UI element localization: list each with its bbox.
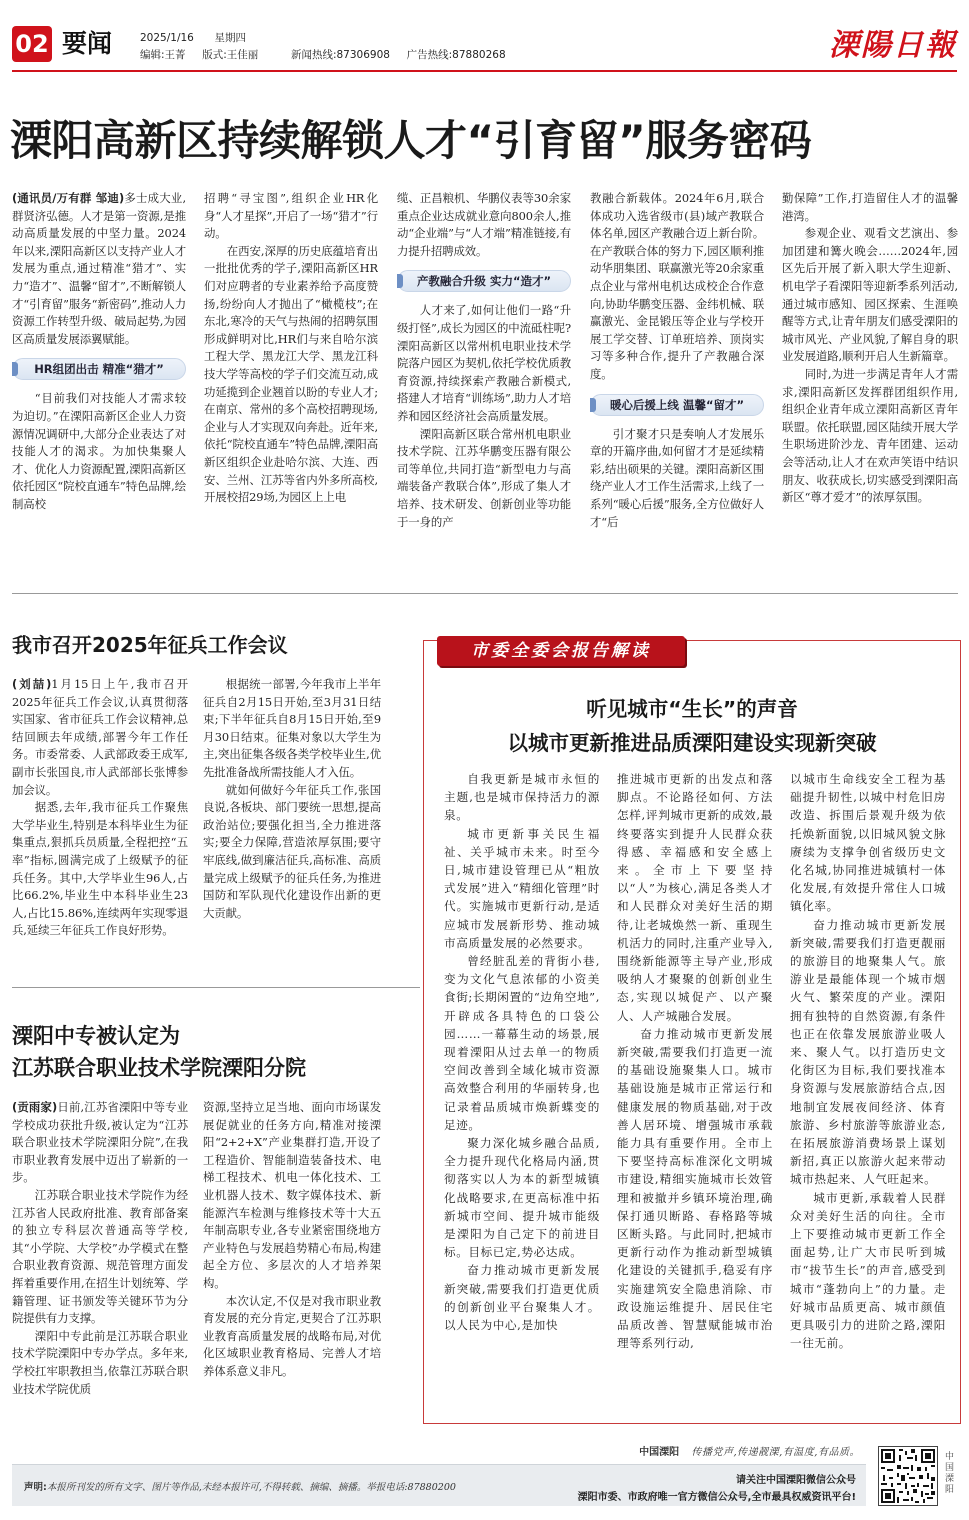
ad-hotline: 广告热线:87880268 — [406, 49, 506, 61]
subhead-retain: 暖心后援上线 温馨“留才” — [590, 394, 764, 416]
header-meta-row1 — [140, 30, 246, 45]
qr-code-icon — [879, 1447, 937, 1505]
report-paragraph: 推进城市更新的出发点和落脚点。不论路径如何、方法怎样,评判城市更新的成效,最终要落实到提升人民群众获得感、幸福感和安全感上来。全市上下要坚持以“人”为核心,满足各类人才和人民群众对美好生活的期待,让老城焕然一新、重现生机活力的同时,注重产业导入,围绕新能源等主导产业,形成吸纳人才聚聚的创新创业生态,实现以城促产、以产聚人、人产城融合发展。 — [617, 772, 773, 1023]
lead-paragraph: 招聘“寻宝图”,组织企业HR化身“人才星探”,开启了一场“猎才”行动。 — [204, 191, 378, 241]
conscription-column-1 — [12, 676, 188, 976]
page-number: 02 — [12, 26, 52, 62]
lead-paragraph: 缆、正昌粮机、华鹏仪表等30余家重点企业达成就业意向800余人,推动“企业端”与“人才端”精准链接,有力提升招聘成效。 — [397, 191, 571, 258]
conscription-byline: (刘喆) — [12, 677, 52, 691]
promo-tagline: 传播党声,传递靓溧,有温度,有品质。 — [691, 1447, 860, 1458]
report-title — [430, 692, 954, 760]
qr-code — [878, 1446, 938, 1506]
conscription-paragraph: 据悉,去年,我市征兵工作聚焦大学毕业生,特别是本科毕业生为征集重点,狠抓兵员质量,全程把控“五率”指标,圆满完成了上级赋予的征兵任务。其中,大学毕业生96人,占比66.2%,毕业生中本科毕业生23人,占比15.86%,连续两年实现零退兵,延续三年征兵工作良好形势。 — [12, 800, 188, 938]
report-paragraph: 奋力推动城市更新发展新突破,需要我们打造更优质的创新创业平台聚集人才。以人民为中心,是加快 — [444, 1263, 600, 1333]
report-paragraph: 奋力推动城市更新发展新突破,需要我们打造更靓丽的旅游目的地聚集人气。旅游业是最能体现一个城市烟火气、繁荣度的产业。溧阳拥有独特的自然资源,有条件也正在依靠发展旅游业吸人来、聚人气。以打造历史文化街区为目标,我们要找准本身资源与发展旅游结合点,因地制宜发展夜间经济、体育旅游、乡村旅游等旅游业态,在拓展旅游消费场景上谋划新招,真正以旅游火起来带动城市热起来、人气旺起来。 — [790, 917, 946, 1187]
follow-text: 请关注中国溧阳微信公众号 — [736, 1475, 856, 1486]
vocational-paragraph: 本次认定,不仅是对我市职业教育发展的充分肯定,更契合了江苏职业教育高质量发展的战略布局,对优化区域职业教育格局、完善人才培养体系意义非凡。 — [203, 1293, 381, 1378]
promo-name: 中国溧阳 — [639, 1447, 680, 1458]
subhead-hr: HR组团出击 精准“猎才” — [12, 358, 186, 380]
lead-column-1 — [12, 190, 186, 575]
lead-paragraph: 在西安,深厚的历史底蕴培育出一批批优秀的学子,溧阳高新区HR们对应聘者的专业素养给予高度赞扬,纷纷向人才抛出了“橄榄枝”;在东北,寒冷的天气与热闹的招聘氛围形成鲜明对比,HR们与来自哈尔滨工程大学、黑龙江大学、黑龙江科技大学等高校的学子们交流互动,成功延揽到企业翘首以盼的专业人才;在南京、常州的多个高校招聘现场,企业与人才实现双向奔赴。近年来,依托“院校直通车”特色品牌,溧阳高新区组织企业赴哈尔滨、大连、西安、兰州、江苏等省内外多所高校,开展校招29场,为园区上上电 — [204, 243, 378, 505]
report-paragraph: 城市更新事关民生福祉、关乎城市未来。时至今日,城市建设管理已从“粗放式发展”进入“精细化管理”时代。实施城市更新行动,是适应城市发展新形势、推动城市高质量发展的必然要求。 — [444, 826, 600, 950]
report-paragraph: 城市更新,承载着人民群众对美好生活的向往。全市上下要推动城市更新工作全面起势,让广大市民听到城市“拔节生长”的声音,感受到城市“蓬勃向上”的力量。走好城市品质更高、城市颜值更具吸引力的进阶之路,溧阳一往无前。 — [790, 1190, 946, 1351]
lead-column-3 — [397, 190, 571, 575]
lead-paragraph: “目前我们对技能人才需求较为迫切。”在溧阳高新区企业人力资源情况调研中,大部分企业表达了对技能人才的渴求。为加快集聚人才、优化人力资源配置,溧阳高新区依托园区“院校直通车”特色品牌,绘制高校 — [12, 391, 186, 511]
lead-intro: (通讯员/万有群 邹迪)多士成大业,群贤济弘德。人才是第一资源,是推动高质量发展的中坚力量。2024年以来,溧阳高新区以支持产业人才发展为重点,通过精准“猎才”、实力“造才”、温馨“留才”,不断解锁人才“引育留”服务“新密码”,推动人力资源工作转型升级、破局起势,为园区高质量发展添翼赋能。 — [12, 191, 186, 346]
report-title-line1: 听见城市“生长”的声音 — [586, 697, 798, 721]
footer-bar — [12, 1464, 866, 1506]
vocational-paragraph: 资源,坚持立足当地、面向市场谋发展促就业的任务方向,精准对接溧阳“2+2+X”产业集群打造,开设了工程造价、智能制造装备技术、电梯工程技术、机电一体化技术、工业机器人技术、数字媒体技术、新能源汽车检测与维修技术等十大五年制高职专业,各专业紧密围绕地方产业特色与发展趋势精心布局,构建起全方位、多层次的人才培养架构。 — [203, 1100, 381, 1290]
conscription-paragraph: 根据统一部署,今年我市上半年征兵自2月15日开始,至3月31日结束;下半年征兵自8月15日开始,至9月30日结束。征集对象以大学生为主,突出征集各级各类学校毕业生,优先批准备战所需技能人才入伍。 — [203, 677, 381, 779]
vocational-headline-line2: 江苏联合职业技术学院溧阳分院 — [12, 1056, 306, 1080]
news-hotline: 新闻热线:87306908 — [290, 49, 390, 61]
statement-label: 声明: — [24, 1482, 47, 1493]
lead-column-2 — [204, 190, 378, 575]
report-paragraph: 奋力推动城市更新发展新突破,需要我们打造更一流的基础设施聚集人口。城市基础设施是城市正常运行和健康发展的物质基础,对于改善人居环境、增强城市承载能力具有重要作用。全市上下要坚持高标准深化文明城市建设,精细实施城市长效管理和被撤并乡镇环境治理,确保打通贝断路、春格路等城区断头路。与此同时,把城市更新行动作为推动新型城镇化建设的关键抓手,稳妥有序实施建筑安全隐患消除、市政设施运维提升、居民住宅品质改善、智慧赋能城市治理等系列行动, — [617, 1026, 773, 1351]
conscription-column-2 — [203, 676, 381, 976]
report-column-2 — [617, 770, 773, 1415]
lead-paragraph: 溧阳高新区联合常州机电职业技术学院、江苏华鹏变压器有限公司等单位,共同打造“新型电力与高端装备产教联合体”,形成了集人才培养、技术研发、创新创业等功能于一身的产 — [397, 426, 571, 529]
report-banner — [437, 636, 685, 666]
report-banner-label: 市委全委会报告解读 — [471, 641, 651, 661]
conscription-paragraph: 就如何做好今年征兵工作,张国良说,各板块、部门要统一思想,提高政治站位;要强化担当,全力推进落实;要全力保障,营造浓厚氛围;要守牢底线,做到廉洁征兵,高标准、高质量完成上级赋予的征兵任务,为推进国防和军队现代化建设作出新的更大贡献。 — [203, 782, 381, 920]
editor: 编辑:王菁 — [140, 49, 186, 61]
conscription-headline: 我市召开2025年征兵工作会议 — [12, 633, 288, 657]
statement — [24, 1479, 456, 1493]
vocational-paragraph: (贡雨家)日前,江苏省溧阳中等专业学校成功获批升级,被认定为“江苏联合职业技术学院溧阳分院”,在我市职业教育发展中迈出了崭新的一步。 — [12, 1100, 188, 1185]
report-paragraph: 自我更新是城市永恒的主题,也是城市保持活力的源泉。 — [444, 772, 600, 823]
qr-side-label: 中国溧阳 — [945, 1452, 955, 1495]
statement-text: 本报所刊发的所有文字、图片等作品,未经本报许可,不得转载、摘编、摘播。举报电话:87880200 — [46, 1482, 456, 1493]
section-name: 要闻 — [62, 29, 113, 58]
lead-paragraph: 教融合新载体。2024年6月,联合体成功入选省级市(县)域产教联合体名单,园区产教融合迈上新台阶。在产教联合体的努力下,园区顺利推动华朋集团、联赢激光等20余家重点企业与常州电机达成校企合作意向,协助华鹏变压器、金纬机械、联赢激光、金昆锻压等企业与学校开展工学交替、订单班培养、顶岗实习等多种合作,提升了产教融合深度。 — [590, 191, 764, 381]
divider — [12, 987, 420, 988]
lead-paragraph: 勤保障”工作,打造留住人才的温馨港湾。 — [782, 191, 958, 223]
vocational-headline — [12, 1020, 422, 1084]
footer-promo — [560, 1443, 860, 1458]
lead-column-5 — [782, 190, 958, 575]
lead-paragraph: 引才聚才只是奏响人才发展乐章的开篇序曲,如何留才才是延续精彩,结出硕果的关键。溧阳高新区围绕产业人才工作生活需求,上线了一系列“暖心后援”服务,全方位做好人才“后 — [590, 426, 764, 529]
lead-paragraph: 参观企业、观看文艺演出、参加团建和篝火晚会……2024年,园区先后开展了新入职大学生迎新、机电学子看溧阳等迎新季系列活动,通过城市感知、园区探索、生涯唤醒等方式,让青年朋友们感受溧阳的城市风光、产业风貌,了解自身的职业发展道路,顺利开启人生新篇章。 — [782, 226, 958, 364]
masthead-logo: 溧陽日報 — [829, 28, 957, 63]
divider — [12, 593, 958, 594]
lead-byline: (通讯员/万有群 邹迪) — [12, 191, 125, 205]
lead-paragraph: 同时,为进一步满足青年人才需求,溧阳高新区发挥群团组织作用,组织企业青年成立溧阳高新区青年联盟。依托联盟,园区陆续开展大学生职场进阶沙龙、青年团建、运动会等活动,让人才在欢声笑语中结识朋友、收获成长,切实感受到溧阳高新区“尊才爱才”的浓厚氛围。 — [782, 366, 958, 505]
header-meta-row2 — [140, 47, 506, 62]
subhead-industry: 产教融合升级 实力“造才” — [397, 270, 571, 292]
official-text: 溧阳市委、市政府唯一官方微信公众号,全市最具权威资讯平台! — [577, 1492, 856, 1503]
report-paragraph: 曾经脏乱差的背街小巷,变为文化气息浓郁的小资美食街;长期闲置的“边角空地”,开辟成各具特色的口袋公园……一幕幕生动的场景,展现着溧阳从过去单一的物质空间改善到全域化城市资源高效整合利用的华丽转身,也记录着品质城市焕新蝶变的足迹。 — [444, 954, 600, 1132]
lead-column-4 — [590, 190, 764, 575]
lead-paragraph: 人才来了,如何让他们一路“升级打怪”,成长为园区的中流砥柱呢?溧阳高新区以常州机电职业技术学院落户园区为契机,依托学校优质教育资源,持续探索产教融合新模式,搭建人才培育“训练场”,助力人才培养和园区经济社会高质量发展。 — [397, 303, 571, 423]
report-column-3 — [790, 770, 946, 1415]
layout-editor: 版式:王佳丽 — [202, 49, 259, 61]
vocational-column-1 — [12, 1099, 188, 1424]
lead-headline: 溧阳高新区持续解锁人才“引育留”服务密码 — [10, 116, 812, 165]
report-title-line2: 以城市更新推进品质溧阳建设实现新突破 — [507, 731, 877, 755]
header-rule — [12, 70, 957, 72]
report-paragraph: 聚力深化城乡融合品质,全力提升现代化格局内涵,贯彻落实以人为本的新型城镇化战略要求,在更高标准中拓新城市空间、提升城市能级是溧阳为自己定下的前进目标。目标已定,势必达成。 — [444, 1136, 600, 1260]
vocational-headline-line1: 溧阳中专被认定为 — [12, 1024, 180, 1048]
vocational-byline: (贡雨家) — [12, 1100, 58, 1114]
page-header — [0, 0, 969, 78]
vocational-paragraph: 溧阳中专此前是江苏联合职业技术学院溧阳中专办学点。多年来,学校扛牢职教担当,依靠江苏联合职业技术学院优质 — [12, 1328, 188, 1396]
vocational-column-2 — [203, 1099, 381, 1424]
weekday: 星期四 — [214, 32, 247, 44]
report-column-1 — [444, 770, 600, 1415]
issue-date: 2025/1/16 — [140, 32, 194, 44]
vocational-paragraph: 江苏联合职业技术学院作为经江苏省人民政府批准、教育部备案的独立专科层次普通高等学校,其“小学院、大学校”办学模式在整合职业教育资源、规范管理方面发挥着重要作用,在招生计划统筹、学籍管理、证书颁发等关键环节为分院提供有力支撑。 — [12, 1187, 188, 1326]
conscription-paragraph: (刘喆)1月15日上午,我市召开2025年征兵工作会议,认真贯彻落实国家、省市征兵工作会议精神,总结回顾去年成绩,部署今年工作任务。市委常委、人武部政委王成军,副市长张国良,市人武部部长张博参加会议。 — [12, 677, 188, 797]
report-paragraph: 以城市生命线安全工程为基础提升韧性,以城中村危旧房改造、拆围后景观升级为依托焕新面貌,以旧城风貌文脉赓续为支撑争创省级历史文化名城,协同推进城镇村一体化发展,有效提升常住人口城镇化率。 — [790, 772, 946, 914]
